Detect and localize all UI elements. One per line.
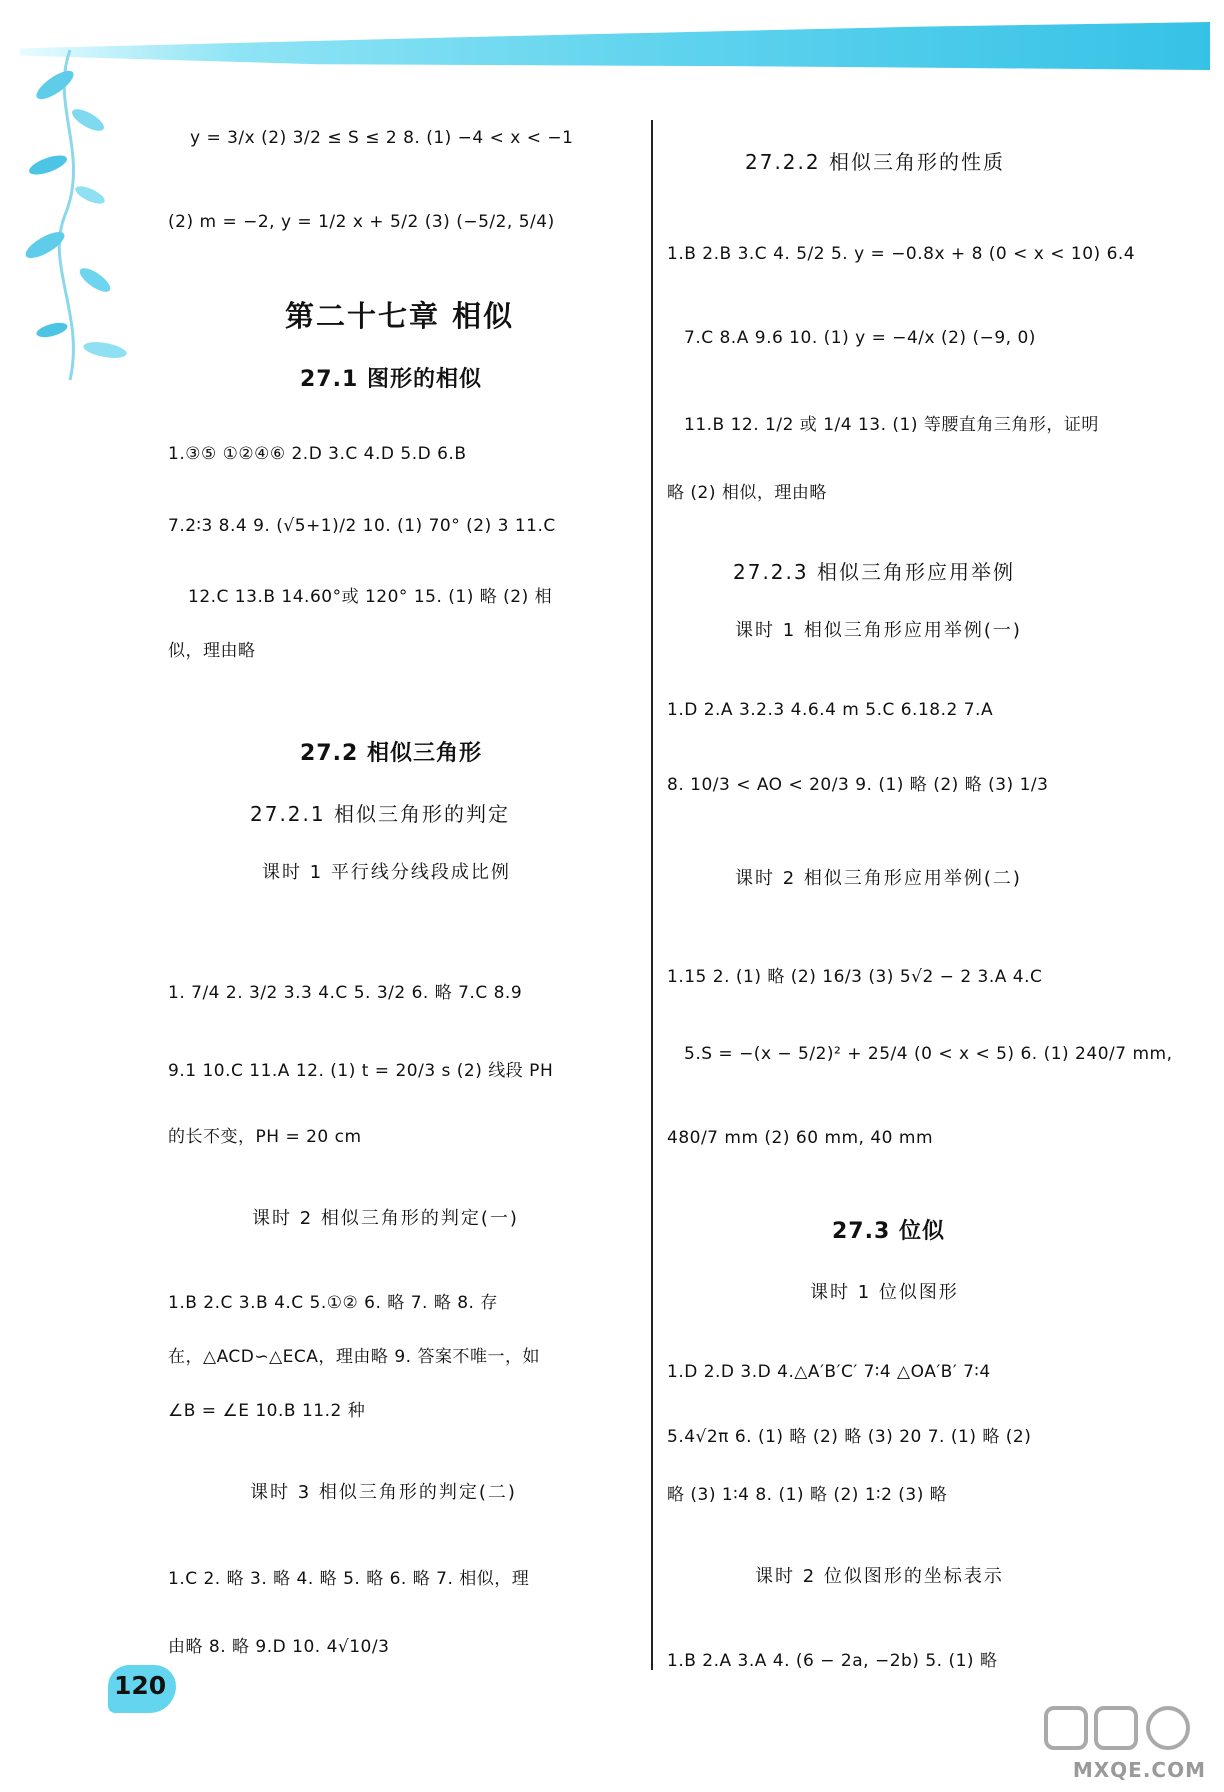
answer-line: 似，理由略 [168,641,256,661]
lesson-heading: 课时 2 相似三角形应用举例(二) [735,868,1022,889]
answer-line: 1. 7/4 2. 3/2 3.3 4.C 5. 3/2 6. 略 7.C 8.9 [168,983,523,1003]
answer-line: 5.S = −(x − 5/2)² + 25/4 (0 < x < 5) 6. (1) 240/7 mm, [684,1044,1173,1064]
section-heading: 27.3 位似 [832,1219,945,1244]
watermark-text: MXQE.COM [1072,1758,1206,1782]
answer-line: 1.D 2.D 3.D 4.△A′B′C′ 7∶4 △OA′B′ 7∶4 [667,1362,991,1382]
watermark [1036,1702,1206,1782]
answer-line: 略 (2) 相似，理由略 [667,483,827,503]
answer-line: 7.C 8.A 9.6 10. (1) y = −4/x (2) (−9, 0) [684,328,1036,348]
answer-line: 1.C 2. 略 3. 略 4. 略 5. 略 6. 略 7. 相似，理 [168,1569,530,1589]
answer-line: 1.D 2.A 3.2.3 4.6.4 m 5.C 6.18.2 7.A [667,700,994,720]
lesson-heading: 课时 1 位似图形 [810,1282,959,1303]
decorative-header-band [20,22,1210,70]
column-divider [651,120,653,1670]
section-heading: 27.1 图形的相似 [300,367,482,392]
answer-line: 1.B 2.B 3.C 4. 5/2 5. y = −0.8x + 8 (0 < x < 10) 6.4 [667,244,1136,264]
section-heading: 27.2 相似三角形 [300,741,482,766]
lesson-heading: 课时 1 相似三角形应用举例(一) [735,620,1022,641]
page-number: 120 [114,1671,167,1700]
lesson-heading: 课时 2 相似三角形的判定(一) [252,1208,519,1229]
answer-line: 在，△ACD∽△ECA，理由略 9. 答案不唯一，如 [168,1347,540,1367]
answer-line: 8. 10/3 < AO < 20/3 9. (1) 略 (2) 略 (3) 1/3 [667,775,1049,795]
answer-line: 1.B 2.C 3.B 4.C 5.①② 6. 略 7. 略 8. 存 [168,1293,498,1313]
answer-line: (2) m = −2, y = 1/2 x + 5/2 (3) (−5/2, 5/4) [168,212,555,232]
answer-line: 1.15 2. (1) 略 (2) 16/3 (3) 5√2 − 2 3.A 4.C [667,967,1043,987]
answer-line: 略 (3) 1∶4 8. (1) 略 (2) 1∶2 (3) 略 [667,1485,948,1505]
subsection-heading: 27.2.2 相似三角形的性质 [745,150,1005,174]
subsection-heading: 27.2.1 相似三角形的判定 [250,802,510,826]
answer-line: 1.B 2.A 3.A 4. (6 − 2a, −2b) 5. (1) 略 [667,1651,998,1671]
answer-line: 5.4√2π 6. (1) 略 (2) 略 (3) 20 7. (1) 略 (2) [667,1427,1032,1447]
answer-line: 12.C 13.B 14.60°或 120° 15. (1) 略 (2) 相 [188,587,553,607]
lesson-heading: 课时 2 位似图形的坐标表示 [755,1566,1004,1587]
answer-line: 1.③⑤ ①②④⑥ 2.D 3.C 4.D 5.D 6.B [168,444,467,464]
answer-line: ∠B = ∠E 10.B 11.2 种 [168,1401,366,1421]
vine-leaves-icon [10,45,140,385]
answer-line: 9.1 10.C 11.A 12. (1) t = 20/3 s (2) 线段 PH [168,1061,554,1081]
answer-line: y = 3/x (2) 3/2 ≤ S ≤ 2 8. (1) −4 < x < −1 [190,128,574,148]
answer-line: 11.B 12. 1/2 或 1/4 13. (1) 等腰直角三角形，证明 [684,415,1099,435]
answer-line: 由略 8. 略 9.D 10. 4√10/3 [168,1637,390,1657]
lesson-heading: 课时 1 平行线分线段成比例 [262,862,511,883]
answer-line: 480/7 mm (2) 60 mm, 40 mm [667,1128,934,1148]
answer-line: 的长不变，PH = 20 cm [168,1127,362,1147]
subsection-heading: 27.2.3 相似三角形应用举例 [733,560,1015,584]
lesson-heading: 课时 3 相似三角形的判定(二) [250,1482,517,1503]
watermark-logo-icon [1036,1702,1206,1762]
chapter-heading: 第二十七章 相似 [285,299,515,333]
page-number-badge [108,1665,176,1713]
answer-line: 7.2∶3 8.4 9. (√5+1)/2 10. (1) 70° (2) 3 11.C [168,516,556,536]
